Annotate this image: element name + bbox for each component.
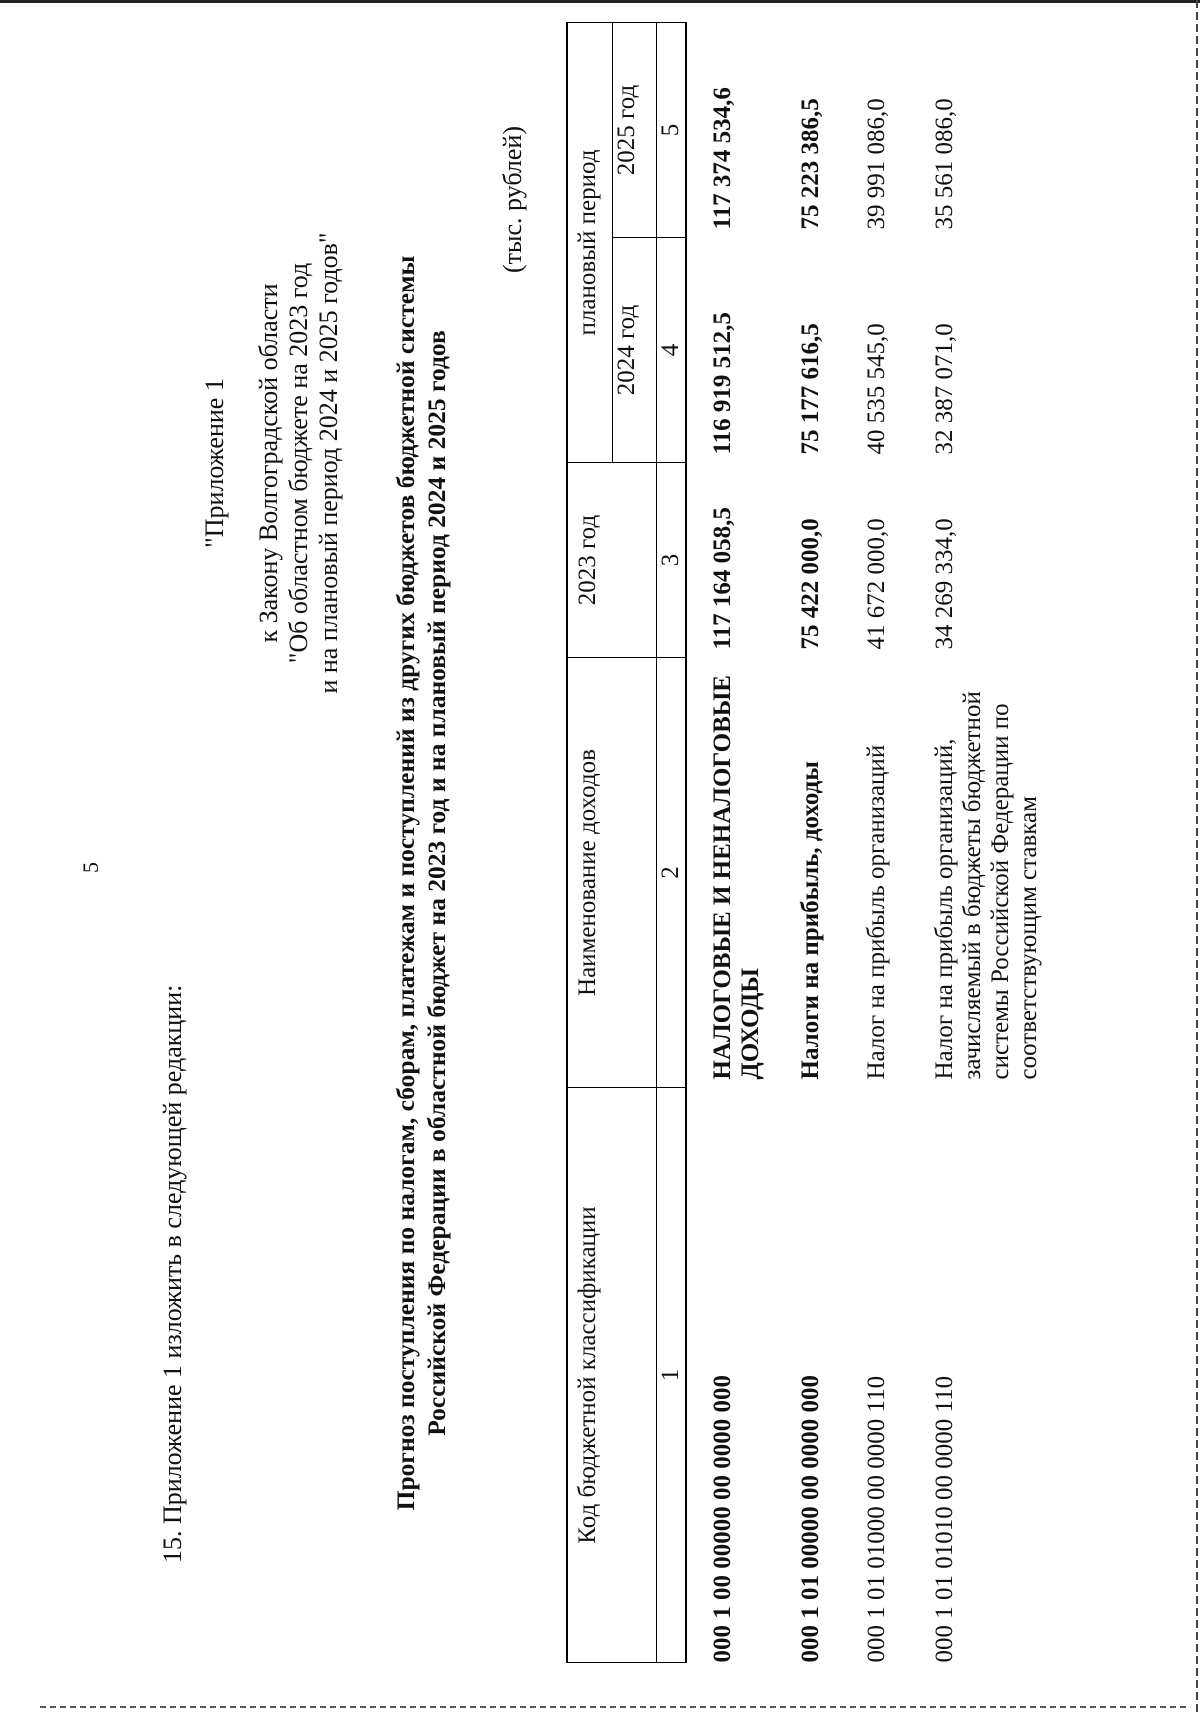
- amount-2025: 117 374 534,6: [709, 87, 736, 230]
- amount-2024: 116 919 512,5: [709, 312, 736, 455]
- column-number: 3: [657, 463, 687, 658]
- document-title-line: Российской Федерации в областной бюджет на 2023 год и на плановый период 2024 и 2025 годов: [422, 330, 451, 1436]
- column-number: 5: [657, 22, 687, 237]
- table-header: [567, 22, 686, 1662]
- appendix-header: [200, 83, 344, 843]
- table-row: [925, 22, 1043, 1662]
- table-row: [791, 22, 857, 1662]
- header-year-2024: 2024 год: [612, 238, 656, 463]
- amount-2023: 34 269 334,0: [931, 518, 958, 650]
- budget-code: 000 1 01 01010 00 0000 110: [931, 1375, 958, 1663]
- revenue-forecast-table: [566, 22, 1043, 1663]
- amount-2024: 75 177 616,5: [797, 323, 824, 455]
- appendix-title: "Приложение 1: [200, 378, 229, 548]
- header-year-2025: 2025 год: [612, 22, 656, 237]
- header-code: Код бюджетной классификации: [567, 1088, 657, 1663]
- amendment-intro: 15. Приложение 1 изложить в следующей редакции:: [158, 984, 187, 1563]
- appendix-line: и на плановый период 2024 и 2025 годов": [314, 232, 343, 694]
- revenue-name: Налог на прибыль организаций: [863, 744, 890, 1080]
- amount-2024: 32 387 071,0: [931, 323, 958, 455]
- amount-2023: 75 422 000,0: [797, 518, 824, 650]
- units-label: (тыс. рублей): [498, 125, 527, 273]
- header-plan-period: плановый период: [567, 22, 612, 462]
- header-name: Наименование доходов: [567, 658, 657, 1088]
- revenue-name: Налоги на прибыль, доходы: [797, 761, 824, 1080]
- revenue-name: НАЛОГОВЫЕ И НЕНАЛОГОВЫЕ ДОХОДЫ: [709, 675, 764, 1080]
- amount-2023: 41 672 000,0: [863, 518, 890, 650]
- amount-2025: 39 991 086,0: [863, 98, 890, 230]
- amount-2025: 35 561 086,0: [931, 98, 958, 230]
- table-row: [686, 22, 791, 1662]
- header-year-2023: 2023 год: [567, 463, 657, 658]
- table-body: [686, 22, 1043, 1662]
- page-number: 5: [78, 862, 103, 873]
- column-number: 1: [657, 1088, 687, 1663]
- appendix-line: "Об областном бюджете на 2023 год: [284, 262, 313, 664]
- document-title: [390, 133, 452, 1633]
- table-row: [857, 22, 925, 1662]
- amount-2024: 40 535 545,0: [863, 323, 890, 455]
- column-number: 4: [657, 238, 687, 463]
- amount-2023: 117 164 058,5: [709, 507, 736, 650]
- budget-code: 000 1 01 00000 00 0000 000: [797, 1375, 824, 1663]
- document-title-line: Прогноз поступления по налогам, сборам, платежам и поступлений из других бюджетов бюджетной системы: [391, 255, 420, 1511]
- revenue-name: Налог на прибыль организаций, зачисляемый в бюджеты бюджетной системы Российской Федерации по соответствующим ставкам: [931, 691, 1042, 1080]
- appendix-line: к Закону Волгоградской области: [254, 283, 283, 643]
- column-number: 2: [657, 658, 687, 1088]
- budget-code: 000 1 01 01000 00 0000 110: [863, 1375, 890, 1663]
- budget-code: 000 1 00 00000 00 0000 000: [709, 1375, 736, 1663]
- amount-2025: 75 223 386,5: [797, 98, 824, 230]
